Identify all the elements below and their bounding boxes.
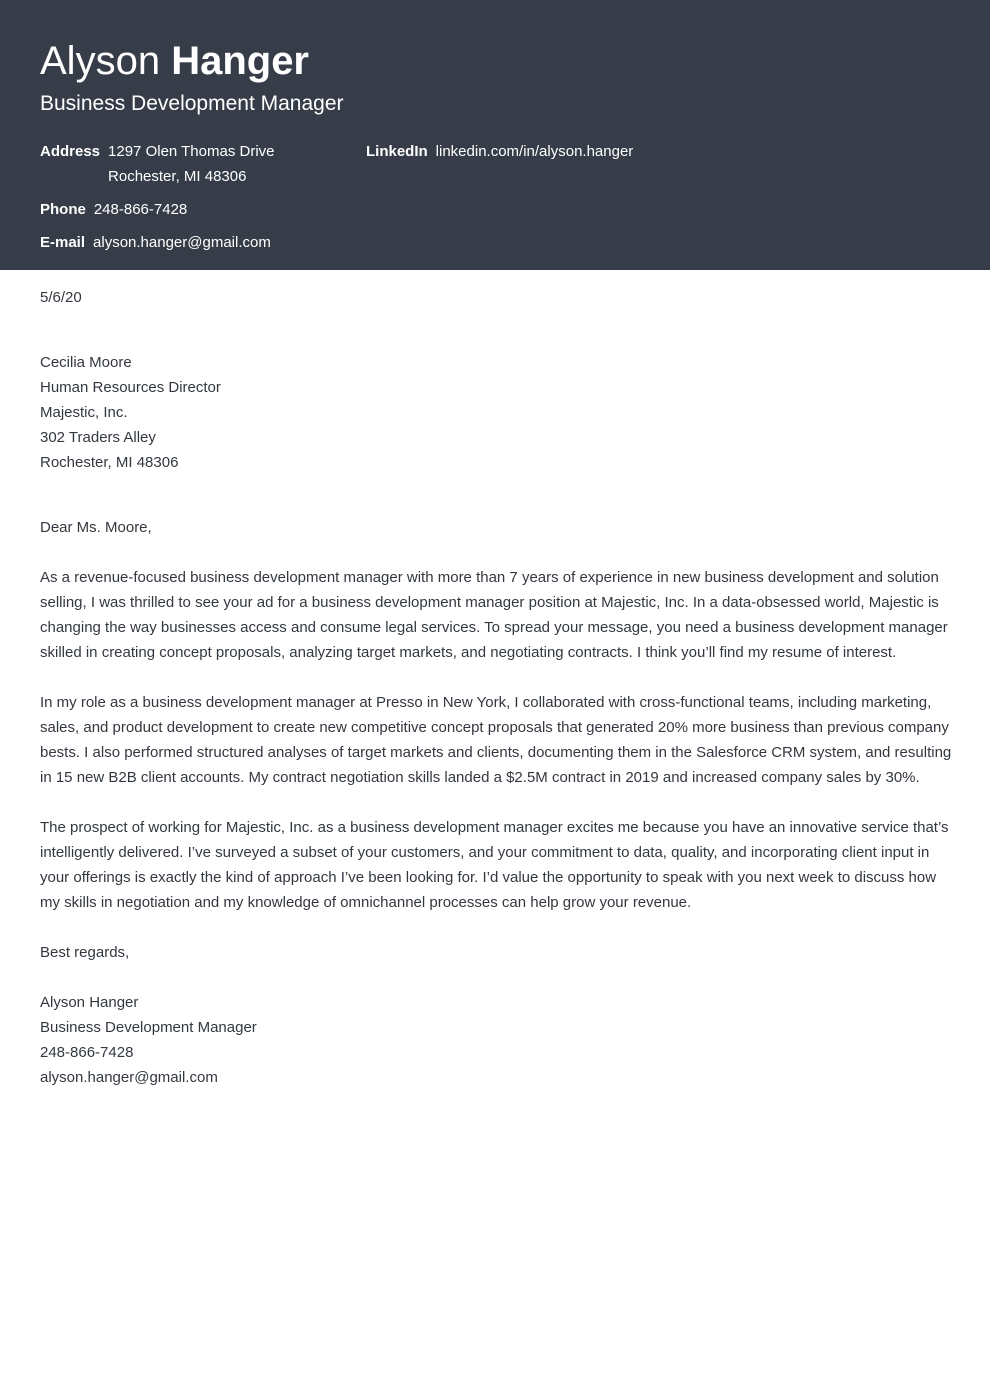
last-name: Hanger <box>171 39 309 83</box>
signature-phone: 248-866-7428 <box>40 1044 134 1061</box>
recipient-company: Majestic, Inc. <box>40 404 128 421</box>
paragraph-intro: As a revenue-focused business development manager with more than 7 years of experience in new business development and solution selling, I was thrilled to see your ad for a business development manager position at Majestic, Inc. In a data-obsessed world, Majestic is changing the way businesses access and consume legal services. To spread your message, you need a business development manager skilled in creating concept proposals, analyzing target markets, and negotiating contracts. I think you’ll find my resume of interest. <box>40 569 948 661</box>
salutation: Dear Ms. Moore, <box>40 519 152 536</box>
address-label: Address <box>40 143 101 160</box>
contact-email <box>40 230 271 255</box>
letter-date: 5/6/20 <box>40 289 82 306</box>
first-name: Alyson <box>40 39 161 83</box>
applicant-job-title: Business Development Manager <box>40 92 344 115</box>
phone-label: Phone <box>40 201 86 218</box>
resume-header <box>0 0 990 270</box>
signature-block <box>40 990 952 1090</box>
recipient-name: Cecilia Moore <box>40 354 132 371</box>
address-line2: Rochester, MI 48306 <box>108 168 247 185</box>
recipient-city: Rochester, MI 48306 <box>40 454 179 471</box>
paragraph-experience: In my role as a business development manager at Presso in New York, I collaborated with cross-functional teams, including marketing, sales, and product development to create new competitive concept proposals that generated 20% more business than previous company bests. I also performed structured analyses of target markets and clients, documenting them in the Salesforce CRM system, and resulting in 15 new B2B client accounts. My contract negotiation skills landed a $2.5M contract in 2019 and increased company sales by 30%. <box>40 694 952 786</box>
linkedin-link[interactable]: linkedin.com/in/alyson.hanger <box>435 143 634 160</box>
paragraph-motivation: The prospect of working for Majestic, Inc. as a business development manager excites me because you have an innovative service that’s intelligently delivered. I’ve surveyed a subset of your customers, and your commitment to data, quality, and incorporating client input in your offerings is exactly the kind of approach I’ve been looking for. I’d value the opportunity to speak with you next week to discuss how my skills in negotiation and my knowledge of omnichannel processes can help grow your revenue. <box>40 819 949 911</box>
applicant-name <box>40 38 309 84</box>
signature-email: alyson.hanger@gmail.com <box>40 1069 218 1086</box>
recipient-block <box>40 350 952 475</box>
contact-linkedin <box>366 139 633 164</box>
address-line1: 1297 Olen Thomas Drive <box>108 143 275 160</box>
email-label: E-mail <box>40 234 86 251</box>
closing: Best regards, <box>40 944 130 961</box>
signature-name: Alyson Hanger <box>40 994 139 1011</box>
address-value <box>108 139 274 189</box>
phone-value: 248-866-7428 <box>93 201 188 218</box>
linkedin-label: LinkedIn <box>366 143 428 160</box>
contact-phone <box>40 197 187 222</box>
email-link[interactable]: alyson.hanger@gmail.com <box>93 234 271 251</box>
recipient-street: 302 Traders Alley <box>40 429 156 446</box>
contact-address <box>40 139 275 189</box>
recipient-title: Human Resources Director <box>40 379 221 396</box>
signature-title: Business Development Manager <box>40 1019 257 1036</box>
